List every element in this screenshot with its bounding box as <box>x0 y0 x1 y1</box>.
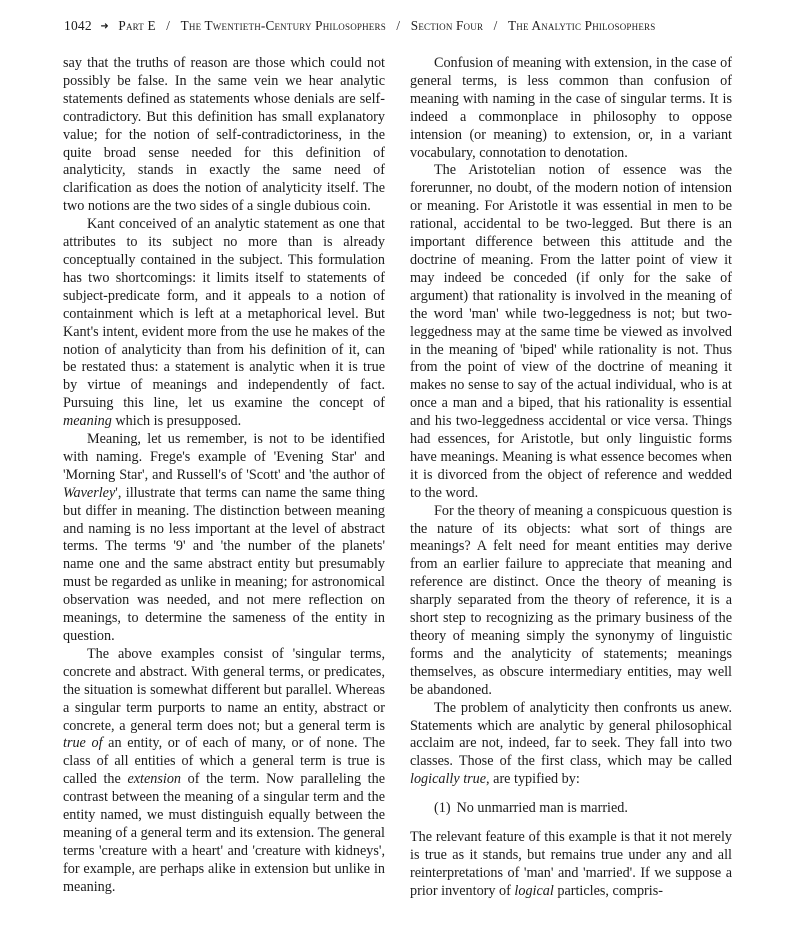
header-chapter: The Analytic Philosophers <box>508 18 656 33</box>
header-section: Section Four <box>410 18 484 33</box>
paragraph: The relevant feature of this example is that it not merely is true as it stands, but remains true under any and all reinterpretations of 'man' and 'married'. If we suppose a prior inventory of logical particles, compris- <box>410 829 732 899</box>
paragraph: The above examples consist of 'singular terms, concrete and abstract. With general terms, or predicates, the situation is somewhat different but parallel. Whereas a singular term purports to name an entity, abstract or concrete, a general term does not; but a general term is true of an entity, or of each of many, or of none. The class of all entities of which a general term is true is called the extension of the term. Now paralleling the contrast between the meaning of a singular term and the entity named, we must distinguish equally between the meaning of a general term and its extension. The general terms 'creature with a heart' and 'creature with kidneys', for example, are perhaps alike in extension but unlike in meaning. <box>63 645 385 895</box>
left-column <box>63 55 385 897</box>
header-separator: / <box>166 18 171 33</box>
paragraph: say that the truths of reason are those which could not possibly be false. In the same vein we hear analytic statements defined as statements whose denials are self-contradictory. But this definition has small explanatory value; for the notion of self-contradictoriness, in the quite broad sense needed for this definition of analyticity, stands in exactly the same need of clarification as does the notion of analyticity itself. The two notions are the two sides of a single dubious coin. <box>63 55 385 215</box>
page-number: 1042 <box>64 18 92 33</box>
header-part: Part E <box>118 18 156 33</box>
paragraph: For the theory of meaning a conspicuous question is the nature of its objects: what sort of things are meanings? A felt need for meant entities may derive from an earlier failure to appreciate that meaning and reference are distinct. Once the theory of meaning is sharply separated from the theory of reference, it is a short step to recognizing as the primary business of the theory of meaning simply the synonymy of linguistic forms and the analyticity of statements; meanings themselves, as obscure intermediary entities, may well be abandoned. <box>410 502 732 698</box>
header-book-section: The Twentieth-Century Philosophers <box>180 18 386 33</box>
arrow-icon: ➜ <box>100 21 109 32</box>
paragraph: Meaning, let us remember, is not to be identified with naming. Frege's example of 'Evening Star' and 'Morning Star', and Russell's of 'Scott' and 'the author of Waverley', illustrate that terms can name the same thing but differ in meaning. The distinction between meaning and naming is no less important at the level of abstract terms. The terms '9' and 'the number of the planets' name one and the same abstract entity but presumably must be regarded as unlike in meaning; for astronomical observation was needed, and not mere reflection on meanings, to determine the sameness of the entity in question. <box>63 431 385 644</box>
paragraph: Confusion of meaning with extension, in the case of general terms, is less common than confusion of meaning with naming in the case of singular terms. It is indeed a commonplace in philosophy to oppose intension (or meaning) to extension, or, in a variant vocabulary, connotation to denotation. <box>410 55 732 161</box>
paragraph: The Aristotelian notion of essence was the forerunner, no doubt, of the modern notion of intension or meaning. For Aristotle it was essential in men to be rational, accidental to be two-legged. But there is an important difference between this attitude and the doctrine of meaning. From the latter point of view it may indeed be conceded (if only for the sake of argument) that rationality is involved in the meaning of the word 'man' while two-leggedness is not; but two-leggedness may at the same time be viewed as involved in the meaning of 'biped' while rationality is not. Thus from the point of view of the doctrine of meaning it makes no sense to say of the actual individual, who is at once a man and a biped, that his rationality is essential and his two-leggedness accidental or vice versa. Things had essences, for Aristotle, but only linguistic forms have meanings. Meaning is what essence becomes when it is divorced from the object of reference and wedded to the word. <box>410 162 732 501</box>
header-separator: / <box>396 18 401 33</box>
running-header <box>64 18 744 34</box>
header-separator: / <box>493 18 498 33</box>
paragraph: Kant conceived of an analytic statement as one that attributes to its subject no more than is already conceptually contained in the subject. This formulation has two shortcomings: it limits itself to statements of subject-predicate form, and it appeals to a notion of containment which is left at a metaphorical level. But Kant's intent, evident more from the use he makes of the notion of analyticity than from his definition of it, can be restated thus: a statement is analytic when it is true by virtue of meanings and independently of fact. Pursuing this line, let us examine the concept of meaning which is presupposed. <box>63 216 385 430</box>
example-text: No unmarried man is married. <box>456 800 628 817</box>
numbered-example <box>434 800 732 818</box>
right-column <box>410 55 732 901</box>
example-number: (1) <box>434 800 451 817</box>
paragraph: The problem of analyticity then confronts us anew. Statements which are analytic by general philosophical acclaim are not, indeed, far to seek. They fall into two classes. Those of the first class, which may be called logically true, are typified by: <box>410 699 732 788</box>
